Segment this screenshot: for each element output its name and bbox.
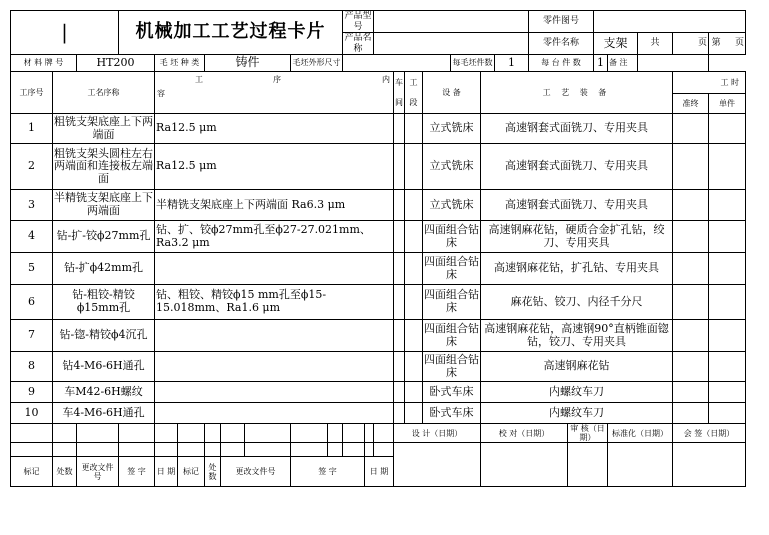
op-workshop[interactable] — [394, 190, 405, 221]
op-content: 半精铣支架底座上下两端面 Ra6.3 μm — [155, 190, 394, 221]
part-drawing-value[interactable] — [594, 11, 746, 33]
parts-per-machine-label: 每 台 件 数 — [529, 55, 594, 72]
op-tooling: 麻花钻、铰刀、内径千分尺 — [481, 285, 673, 320]
change-cell[interactable] — [221, 443, 245, 457]
countersign-date-label: 会 签（日期） — [673, 424, 746, 443]
op-workshop[interactable] — [394, 403, 405, 424]
op-workshop[interactable] — [394, 253, 405, 285]
op-equipment: 四面组合钻床 — [423, 352, 481, 382]
col-tooling: 工 艺 装 备 — [481, 72, 673, 114]
op-workshop[interactable] — [394, 352, 405, 382]
sign-blank — [374, 424, 394, 443]
op-time-prep[interactable] — [673, 190, 709, 221]
op-name: 车4-M6-6H通孔 — [53, 403, 155, 424]
op-row-7 — [11, 320, 746, 352]
op-time-unit[interactable] — [709, 285, 746, 320]
op-equipment: 卧式车床 — [423, 382, 481, 403]
op-row-6 — [11, 285, 746, 320]
op-content: 钻、粗铰、精铰ϕ15 mm孔至ϕ15-15.018mm、Ra1.6 μm — [155, 285, 394, 320]
op-equipment: 四面组合钻床 — [423, 221, 481, 253]
countersign-sign-cell[interactable] — [673, 443, 746, 487]
op-time-unit[interactable] — [709, 253, 746, 285]
process-card-table — [10, 10, 746, 487]
op-time-prep[interactable] — [673, 144, 709, 190]
change-doc-label: 更改文件号 — [77, 457, 119, 487]
op-row-8 — [11, 352, 746, 382]
op-name: 钻-锪-精铰ϕ4沉孔 — [53, 320, 155, 352]
op-workshop[interactable] — [394, 382, 405, 403]
op-no: 6 — [11, 285, 53, 320]
page-no-cell — [709, 33, 746, 55]
note-value[interactable] — [638, 55, 709, 72]
op-tooling: 高速钢麻花钻 — [481, 352, 673, 382]
op-equipment: 卧式车床 — [423, 403, 481, 424]
parts-per-blank-value[interactable]: 1 — [495, 55, 529, 72]
op-equipment: 四面组合钻床 — [423, 320, 481, 352]
process-card — [10, 10, 746, 487]
col-op-content — [155, 72, 394, 114]
design-date-label: 设 计（日期） — [394, 424, 481, 443]
op-name: 粗铣支架底座上下两端面 — [53, 114, 155, 144]
op-no: 4 — [11, 221, 53, 253]
op-row-1 — [11, 114, 746, 144]
design-sign-cell[interactable] — [394, 443, 481, 487]
op-name: 粗铣支架头圆柱左右两端面和连接板左端面 — [53, 144, 155, 190]
sign-blank — [343, 424, 365, 443]
blank-size-value[interactable] — [343, 55, 451, 72]
op-section[interactable] — [405, 403, 423, 424]
date-label: 日 期 — [155, 457, 178, 487]
op-row-4 — [11, 221, 746, 253]
op-time-unit[interactable] — [709, 221, 746, 253]
part-drawing-label: 零件图号 — [529, 11, 594, 33]
op-content — [155, 382, 394, 403]
op-content — [155, 253, 394, 285]
op-content: 钻、扩、铰ϕ27mm孔至ϕ27-27.021mm、Ra3.2 μm — [155, 221, 394, 253]
op-equipment: 立式铣床 — [423, 190, 481, 221]
change-cell[interactable] — [365, 443, 374, 457]
sign-blank — [245, 424, 291, 443]
op-content — [155, 403, 394, 424]
standardize-sign-cell[interactable] — [608, 443, 673, 487]
col-time: 工 时 — [673, 72, 746, 94]
op-tooling: 高速钢套式面铣刀、专用夹具 — [481, 114, 673, 144]
change-cell[interactable] — [11, 443, 53, 457]
col-op-content-4: 容 — [157, 89, 165, 98]
op-time-prep[interactable] — [673, 285, 709, 320]
sign-blank — [205, 424, 221, 443]
total-pages-unit: 页 — [673, 33, 709, 55]
op-time-prep[interactable] — [673, 403, 709, 424]
op-workshop[interactable] — [394, 320, 405, 352]
op-time-unit[interactable] — [709, 403, 746, 424]
op-row-3 — [11, 190, 746, 221]
op-section[interactable] — [405, 253, 423, 285]
parts-per-blank-label: 每毛坯件数 — [451, 55, 495, 72]
op-time-prep[interactable] — [673, 221, 709, 253]
standardize-date-label: 标准化（日期） — [608, 424, 673, 443]
change-cell[interactable] — [374, 443, 394, 457]
op-equipment: 四面组合钻床 — [423, 253, 481, 285]
op-no: 7 — [11, 320, 53, 352]
check-date-label: 校 对（日期） — [481, 424, 568, 443]
col-op-content-1: 工 — [195, 75, 203, 84]
op-tooling: 高速钢麻花钻，扩孔钻、专用夹具 — [481, 253, 673, 285]
op-no: 10 — [11, 403, 53, 424]
material-grade-value[interactable]: HT200 — [77, 55, 155, 72]
op-equipment: 立式铣床 — [423, 114, 481, 144]
parts-per-machine-value[interactable]: 1 — [594, 55, 608, 72]
part-name-value[interactable]: 支架 — [594, 33, 638, 55]
op-row-10 — [11, 403, 746, 424]
col-op-name: 工名序称 — [53, 72, 155, 114]
op-section[interactable] — [405, 144, 423, 190]
change-cell[interactable] — [343, 443, 365, 457]
op-time-unit[interactable] — [709, 114, 746, 144]
op-no: 8 — [11, 352, 53, 382]
op-workshop[interactable] — [394, 221, 405, 253]
change-cell[interactable] — [178, 443, 205, 457]
col-time-prep: 准终 — [673, 94, 709, 114]
col-op-content-3: 内 — [382, 75, 390, 84]
sign-label-2: 签 字 — [291, 457, 365, 487]
op-equipment: 立式铣床 — [423, 144, 481, 190]
op-workshop[interactable] — [394, 285, 405, 320]
op-no: 5 — [11, 253, 53, 285]
change-cell[interactable] — [119, 443, 155, 457]
op-time-unit[interactable] — [709, 352, 746, 382]
op-content: Ra12.5 μm — [155, 144, 394, 190]
sign-blank — [178, 424, 205, 443]
card-title: 机械加工工艺过程卡片 — [119, 11, 343, 55]
col-equipment: 设 备 — [423, 72, 481, 114]
op-name: 钻-扩ϕ42mm孔 — [53, 253, 155, 285]
date-label-2: 日 期 — [365, 457, 394, 487]
col-time-unit: 单件 — [709, 94, 746, 114]
review-date-label: 审 核（日期） — [568, 424, 608, 443]
op-name: 半精铣支架底座上下两端面 — [53, 190, 155, 221]
op-no: 3 — [11, 190, 53, 221]
change-cell[interactable] — [328, 443, 343, 457]
sign-blank — [328, 424, 343, 443]
blank-type-value[interactable]: 铸件 — [205, 55, 291, 72]
product-model-label: 产品型号 — [344, 11, 372, 32]
material-grade-label: 材 料 牌 号 — [11, 55, 77, 72]
op-section[interactable] — [405, 352, 423, 382]
op-name: 车M42-6H螺纹 — [53, 382, 155, 403]
col-workshop — [394, 72, 405, 114]
op-time-prep[interactable] — [673, 382, 709, 403]
op-row-2 — [11, 144, 746, 190]
sign-blank — [11, 424, 53, 443]
sign-blank — [77, 424, 119, 443]
sign-blank — [119, 424, 155, 443]
page-no-label: 第 — [711, 38, 721, 49]
change-doc-label-2: 更改文件号 — [221, 457, 291, 487]
change-cell[interactable] — [245, 443, 291, 457]
col-section — [405, 72, 423, 114]
op-name: 钻4-M6-6H通孔 — [53, 352, 155, 382]
sign-blank — [221, 424, 245, 443]
op-workshop[interactable] — [394, 144, 405, 190]
op-section[interactable] — [405, 382, 423, 403]
op-tooling: 高速钢麻花钻，硬质合金扩孔钻，绞刀、专用夹具 — [481, 221, 673, 253]
op-tooling: 高速钢麻花钻，高速钢90°直柄锥面锪钻，铰刀、专用夹具 — [481, 320, 673, 352]
op-tooling: 高速钢套式面铣刀、专用夹具 — [481, 190, 673, 221]
check-sign-cell[interactable] — [481, 443, 568, 487]
blank-size-label: 毛坯外形尺寸 — [291, 55, 343, 72]
col-section-2: 段 — [409, 97, 418, 107]
logo-cell: | — [11, 11, 119, 55]
op-tooling: 内螺纹车刀 — [481, 382, 673, 403]
sign-label: 签 字 — [119, 457, 155, 487]
product-model-value[interactable] — [374, 11, 529, 33]
col-op-content-2: 序 — [273, 75, 281, 84]
col-workshop-1: 车 — [395, 77, 403, 87]
op-section[interactable] — [405, 285, 423, 320]
op-no: 2 — [11, 144, 53, 190]
change-cell[interactable] — [155, 443, 178, 457]
sign-blank — [365, 424, 374, 443]
product-name-label: 产品名称 — [344, 33, 372, 54]
sign-blank — [155, 424, 178, 443]
op-section[interactable] — [405, 320, 423, 352]
op-row-5 — [11, 253, 746, 285]
op-time-prep[interactable] — [673, 114, 709, 144]
count-label: 处数 — [53, 457, 77, 487]
sign-blank — [291, 424, 328, 443]
op-no: 9 — [11, 382, 53, 403]
op-section[interactable] — [405, 221, 423, 253]
op-workshop[interactable] — [394, 114, 405, 144]
blank-type-label: 毛 坯 种 类 — [155, 55, 205, 72]
op-time-prep[interactable] — [673, 352, 709, 382]
op-time-unit[interactable] — [709, 144, 746, 190]
col-op-no: 工序号 — [11, 72, 53, 114]
part-name-label: 零件名称 — [529, 33, 594, 55]
col-section-1: 工 — [409, 77, 418, 87]
mark-label-2: 标记 — [178, 457, 205, 487]
change-cell[interactable] — [77, 443, 119, 457]
op-time-prep[interactable] — [673, 320, 709, 352]
op-time-unit[interactable] — [709, 382, 746, 403]
total-pages-label: 共 — [638, 33, 673, 55]
op-time-unit[interactable] — [709, 190, 746, 221]
op-section[interactable] — [405, 190, 423, 221]
op-content — [155, 352, 394, 382]
op-content — [155, 320, 394, 352]
count-label-2: 处数 — [205, 457, 221, 487]
op-tooling: 内螺纹车刀 — [481, 403, 673, 424]
change-cell[interactable] — [291, 443, 328, 457]
mark-label: 标记 — [11, 457, 53, 487]
op-equipment: 四面组合钻床 — [423, 285, 481, 320]
col-workshop-2: 间 — [395, 97, 403, 107]
change-cell[interactable] — [205, 443, 221, 457]
op-tooling: 高速钢套式面铣刀、专用夹具 — [481, 144, 673, 190]
op-time-prep[interactable] — [673, 253, 709, 285]
op-no: 1 — [11, 114, 53, 144]
op-name: 钻-扩-铰ϕ27mm孔 — [53, 221, 155, 253]
note-label: 备 注 — [608, 55, 638, 72]
op-content: Ra12.5 μm — [155, 114, 394, 144]
op-name: 钻-粗铰-精铰ϕ15mm孔 — [53, 285, 155, 320]
product-name-value[interactable] — [374, 33, 529, 55]
sign-blank — [53, 424, 77, 443]
review-sign-cell[interactable] — [568, 443, 608, 487]
change-cell[interactable] — [53, 443, 77, 457]
page-no-unit: 页 — [734, 38, 744, 49]
op-section[interactable] — [405, 114, 423, 144]
op-row-9 — [11, 382, 746, 403]
op-time-unit[interactable] — [709, 320, 746, 352]
